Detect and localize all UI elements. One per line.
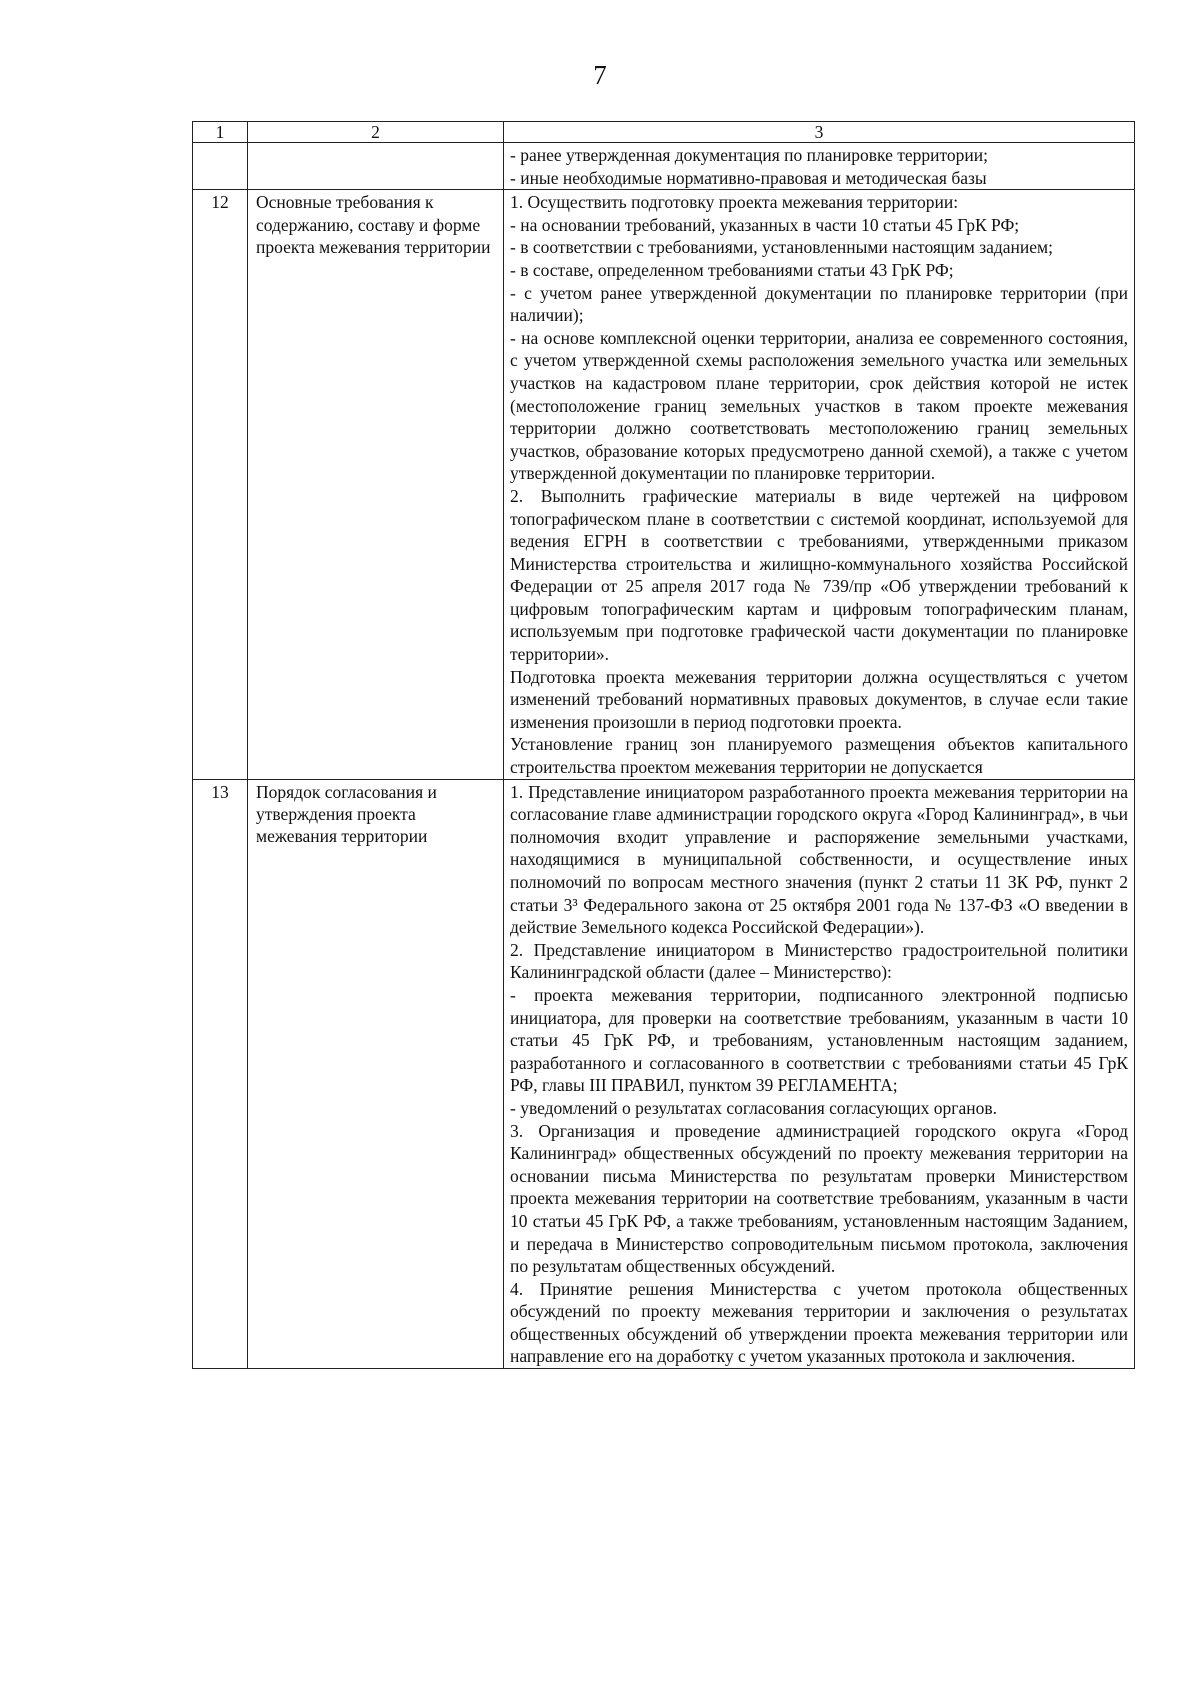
row-13-number: 13 xyxy=(193,779,248,1368)
requirements-table xyxy=(192,121,1135,1369)
table-row-12 xyxy=(193,190,1135,779)
row-13-subject: Порядок согласования и утверждения проекта межевания территории xyxy=(248,779,504,1368)
row-12-paragraph: 1. Осуществить подготовку проекта межевания территории: xyxy=(510,192,959,213)
row-12-number: 12 xyxy=(193,190,248,779)
continuation-line: - ранее утвержденная документация по планировке территории; xyxy=(510,145,989,165)
continuation-content-cell xyxy=(504,143,1135,190)
header-col-3: 3 xyxy=(504,122,1135,143)
row-12-paragraph: Подготовка проекта межевания территории должна осуществляться с учетом изменений требований нормативных правовых документов, в случае если такие изменения произошли в период подготовки проекта. xyxy=(510,666,1128,732)
table-row-13 xyxy=(193,779,1135,1368)
row-13-content xyxy=(504,779,1135,1368)
table-row-continuation xyxy=(193,143,1135,190)
row-12-paragraph: - с учетом ранее утвержденной документации по планировке территории (при наличии); xyxy=(510,282,1128,326)
row-12-paragraph: Установление границ зон планируемого размещения объектов капитального строительства проектом межевания территории не допускается xyxy=(510,734,1128,778)
continuation-line: - иные необходимые нормативно-правовая и методическая базы xyxy=(510,167,987,188)
row-13-paragraph: 2. Представление инициатором в Министерство градостроительной политики Калининградской области (далее – Министерство): xyxy=(510,939,1128,983)
page-number: 7 xyxy=(593,60,607,90)
continuation-number-cell xyxy=(193,143,248,190)
row-12-subject: Основные требования к содержанию, составу и форме проекта межевания территории xyxy=(248,190,504,779)
row-13-paragraph: 1. Представление инициатором разработанного проекта межевания территории на согласование главе администрации городского округа «Город Калининград», в чьи полномочия входит управление и распоряжение земельными участками, находящимися в муниципальной собственности, и осуществление иных полномочий по вопросам местного значения (пункт 2 статьи 11 ЗК РФ, пункт 2 статьи 3³ Федерального закона от 25 октября 2001 года № 137-ФЗ «О введении в действие Земельного кодекса Российской Федерации»). xyxy=(510,781,1128,938)
row-13-paragraph: 3. Организация и проведение администрацией городского округа «Город Калининград» общественных обсуждений по проекту межевания территории на основании письма Министерства по результатам проверки Министерством проекта межевания территории на соответствие требованиям, указанным в части 10 статьи 45 ГрК РФ, а также требованиям, установленным настоящим Заданием, и передача в Министерство сопроводительным письмом протокола, заключения по результатам общественных обсуждений. xyxy=(510,1120,1128,1277)
header-col-1: 1 xyxy=(193,122,248,143)
row-12-content xyxy=(504,190,1135,779)
row-13-paragraph: 4. Принятие решения Министерства с учетом протокола общественных обсуждений по проекту межевания территории и заключения о результатах общественных обсуждений об утверждении проекта межевания территории или направление его на доработку с учетом указанных протокола и заключения. xyxy=(510,1278,1128,1367)
continuation-subject-cell xyxy=(248,143,504,190)
row-12-paragraph: - на основе комплексной оценки территории, анализа ее современного состояния, с учетом утвержденной схемы расположения земельного участка или земельных участков на кадастровом плане территории, срок действия которой не истек (местоположение границ земельных участков в таком проекте межевания территории должно соответствовать местоположению границ земельных участков, образование которых предусмотрено данной схемой), а также с учетом утвержденной документации по планировке территории. xyxy=(510,327,1128,484)
row-13-paragraph: - уведомлений о результатах согласования согласующих органов. xyxy=(510,1097,997,1118)
row-13-paragraph: - проекта межевания территории, подписанного электронной подписью инициатора, для проверки на соответствие требованиям, указанным в части 10 статьи 45 ГрК РФ, и требованиям, установленным настоящим заданием, разработанного и согласованного в соответствии с требованиями статьи 45 ГрК РФ, главы III ПРАВИЛ, пунктом 39 РЕГЛАМЕНТА; xyxy=(510,984,1128,1096)
row-12-paragraph: 2. Выполнить графические материалы в виде чертежей на цифровом топографическом плане в соответствии с системой координат, используемой для ведения ЕГРН в соответствии с требованиями, утвержденными приказом Министерства строительства и жилищно-коммунального хозяйства Российской Федерации от 25 апреля 2017 года № 739/пр «Об утверждении требований к цифровым топографическим картам и цифровым топографическим планам, используемым при подготовке графической части документации по планировке территории». xyxy=(510,485,1128,665)
row-12-paragraph: - в составе, определенном требованиями статьи 43 ГрК РФ; xyxy=(510,259,954,280)
table-header-row xyxy=(193,122,1135,143)
row-12-paragraph: - в соответствии с требованиями, установленными настоящим заданием; xyxy=(510,237,1053,258)
header-col-2: 2 xyxy=(248,122,504,143)
row-12-paragraph: - на основании требований, указанных в части 10 статьи 45 ГрК РФ; xyxy=(510,214,1020,235)
